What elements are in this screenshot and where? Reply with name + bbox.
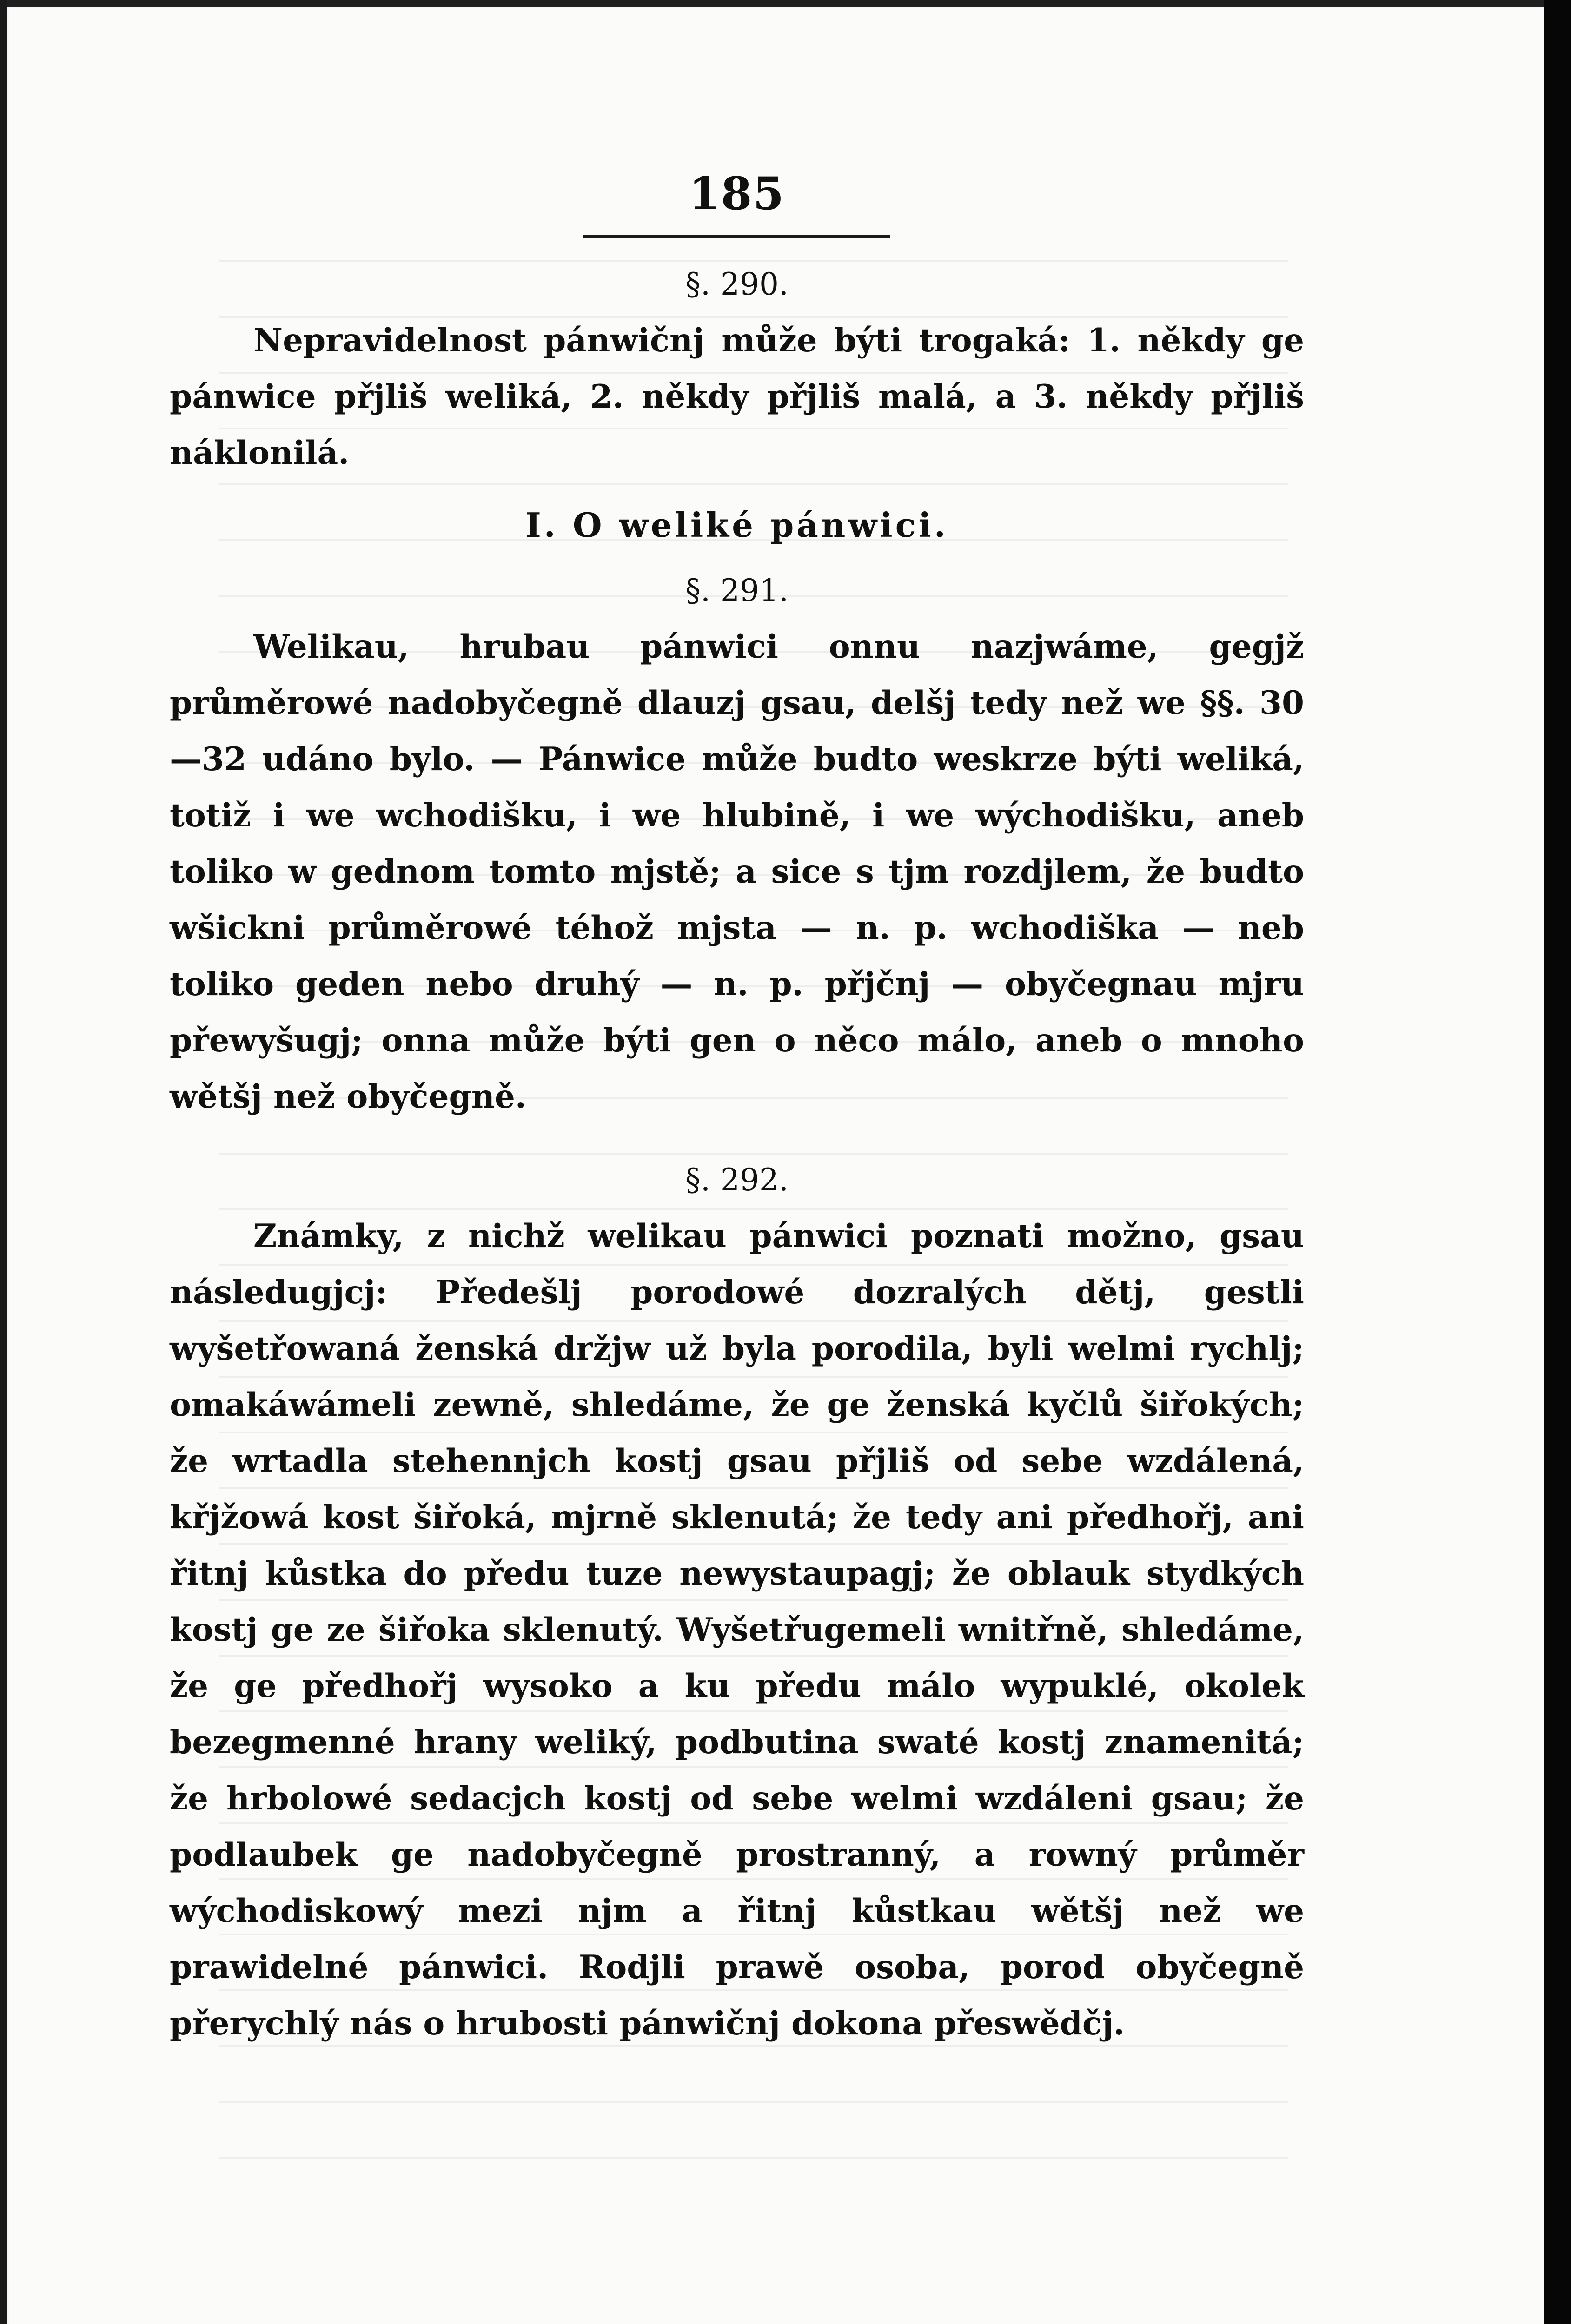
page-content bbox=[170, 167, 1304, 2052]
scan-edge-right bbox=[1544, 0, 1571, 2324]
scan-edge-top bbox=[0, 0, 1571, 7]
section-291-label: §. 291. bbox=[685, 573, 789, 608]
section-290-text: Nepravidelnost pánwičnj může býti trogaká: 1. někdy ge pánwice přjliš weliká, 2. někdy přjliš malá, a 3. někdy přjliš náklonilá. bbox=[170, 322, 1304, 472]
section-291-text: Welikau, hrubau pánwici onnu nazjwáme, gegjž průměrowé nadobyčegně dlauzj gsau, delšj tedy než we §§. 30—32 udáno bylo. — Pánwice může budto weskrze býti weliká, totiž i we wchodišku, i we hlubině, i we wýchodišku, aneb toliko w gednom tomto mjstě; a sice s tjm rozdjlem, že budto wšickni průměrowé téhož mjsta — n. p. wchodiška — neb toliko geden nebo druhý — n. p. přjčnj — obyčegnau mjru přewyšugj; onna může býti gen o něco málo, aneb o mnoho wětšj než obyčegně. bbox=[170, 628, 1304, 1116]
section-290-label: §. 290. bbox=[685, 266, 789, 302]
header-rule bbox=[583, 235, 890, 238]
chapter-heading: I. O weliké pánwici. bbox=[525, 505, 948, 545]
scan-edge-left bbox=[0, 0, 7, 2324]
section-292-label: §. 292. bbox=[685, 1162, 789, 1198]
section-292-text: Známky, z nichž welikau pánwici poznati možno, gsau následugjcj: Předešlj porodowé dozralých dětj, gestli wyšetřowaná ženská držjw už byla porodila, byli welmi rychlj; omakáwámeli zewně, shledáme, že ge ženská kyčlů šiřokých; že wrtadla stehennjch kostj gsau přjliš od sebe wzdálená, křjžowá kost šiřoká, mjrně sklenutá; že tedy ani předhořj, ani řitnj kůstka do předu tuze newystaupagj; že oblauk stydkých kostj ge ze šiřoka sklenutý. Wyšetřugemeli wnitřně, shledáme, že ge předhořj wysoko a ku předu málo wypuklé, okolek bezegmenné hrany weliký, podbutina swaté kostj znamenitá; že hrbolowé sedacjch kostj od sebe welmi wzdáleni gsau; že podlaubek ge nadobyčegně prostranný, a rowný průměr wýchodiskowý mezi njm a řitnj kůstkau wětšj než we prawidelné pánwici. Rodjli prawě osoba, porod obyčegně přerychlý nás o hrubosti pánwičnj dokona přeswědčj. bbox=[170, 1217, 1304, 2042]
page-number: 185 bbox=[689, 167, 785, 220]
